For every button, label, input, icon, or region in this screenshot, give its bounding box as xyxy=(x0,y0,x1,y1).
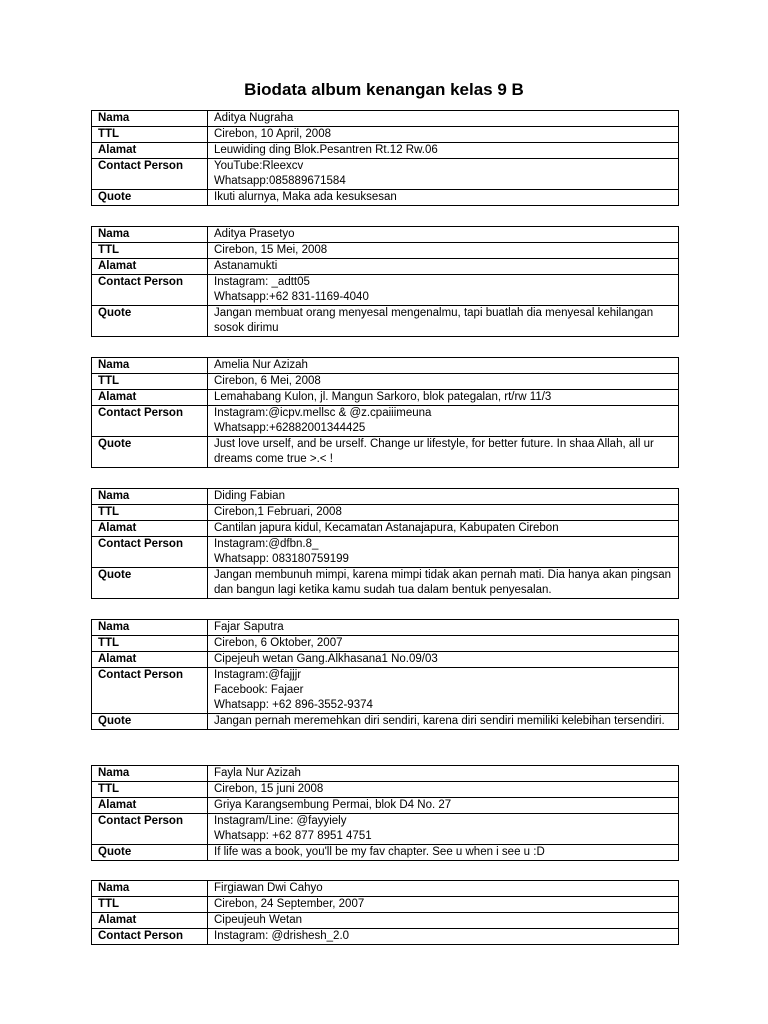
address-text: Cipeujeuh Wetan xyxy=(214,914,303,926)
address-row xyxy=(92,143,679,159)
quote-value xyxy=(208,306,679,337)
contact-value xyxy=(208,929,679,945)
birth-text: Cirebon, 15 Mei, 2008 xyxy=(214,244,328,256)
quote-label: Quote xyxy=(92,568,208,599)
biodata-table xyxy=(91,488,679,599)
address-row xyxy=(92,913,679,929)
quote-value xyxy=(208,437,679,468)
name-value xyxy=(208,227,679,243)
birth-label: TTL xyxy=(92,243,208,259)
name-label: Nama xyxy=(92,489,208,505)
quote-label: Quote xyxy=(92,845,208,861)
birth-value xyxy=(208,782,679,798)
address-label: Alamat xyxy=(92,913,208,929)
contact-label: Contact Person xyxy=(92,668,208,714)
quote-text: Just love urself, and be urself. Change ur lifestyle, for better future. In shaa Allah, all ur dreams come true >.< ! xyxy=(214,438,654,465)
contact-line: Whatsapp: +62 877 8951 4751 xyxy=(214,830,372,842)
address-text: Lemahabang Kulon, jl. Mangun Sarkoro, blok pategalan, rt/rw 11/3 xyxy=(214,391,552,403)
birth-text: Cirebon, 15 juni 2008 xyxy=(214,783,324,795)
name-row xyxy=(92,881,679,897)
birth-label: TTL xyxy=(92,636,208,652)
birth-row xyxy=(92,505,679,521)
address-text: Leuwiding ding Blok.Pesantren Rt.12 Rw.06 xyxy=(214,144,438,156)
quote-text: Ikuti alurnya, Maka ada kesuksesan xyxy=(214,191,397,203)
birth-text: Cirebon, 6 Mei, 2008 xyxy=(214,375,321,387)
quote-text: Jangan membuat orang menyesal mengenalmu, tapi buatlah dia menyesal kehilangan sosok dirimu xyxy=(214,307,654,334)
birth-text: Cirebon, 6 Oktober, 2007 xyxy=(214,637,343,649)
birth-row xyxy=(92,374,679,390)
name-value xyxy=(208,881,679,897)
contact-line: Instagram: @drishesh_2.0 xyxy=(214,930,350,942)
birth-value xyxy=(208,897,679,913)
name-text: Amelia Nur Azizah xyxy=(214,359,308,371)
address-label: Alamat xyxy=(92,143,208,159)
quote-row xyxy=(92,845,679,861)
birth-row xyxy=(92,243,679,259)
address-row xyxy=(92,652,679,668)
address-value xyxy=(208,390,679,406)
contact-label: Contact Person xyxy=(92,929,208,945)
address-value xyxy=(208,798,679,814)
name-value xyxy=(208,111,679,127)
address-text: Cipejeuh wetan Gang.Alkhasana1 No.09/03 xyxy=(214,653,438,665)
name-row xyxy=(92,227,679,243)
contact-line: Whatsapp: 083180759199 xyxy=(214,553,349,565)
contact-value xyxy=(208,159,679,190)
name-row xyxy=(92,620,679,636)
name-row xyxy=(92,111,679,127)
contact-row xyxy=(92,159,679,190)
contact-value xyxy=(208,406,679,437)
contact-value xyxy=(208,814,679,845)
address-row xyxy=(92,521,679,537)
address-label: Alamat xyxy=(92,521,208,537)
address-row xyxy=(92,390,679,406)
quote-row xyxy=(92,568,679,599)
quote-row xyxy=(92,437,679,468)
address-label: Alamat xyxy=(92,390,208,406)
contact-line: Whatsapp:+62882001344425 xyxy=(214,422,366,434)
quote-value xyxy=(208,190,679,206)
name-value xyxy=(208,489,679,505)
quote-row xyxy=(92,190,679,206)
name-row xyxy=(92,358,679,374)
name-label: Nama xyxy=(92,227,208,243)
birth-value xyxy=(208,243,679,259)
address-label: Alamat xyxy=(92,652,208,668)
biodata-table xyxy=(91,880,679,945)
contact-row xyxy=(92,537,679,568)
address-value xyxy=(208,143,679,159)
name-text: Fajar Saputra xyxy=(214,621,284,633)
birth-row xyxy=(92,127,679,143)
name-text: Firgiawan Dwi Cahyo xyxy=(214,882,323,894)
name-label: Nama xyxy=(92,358,208,374)
contact-line: Instagram:@dfbn.8_ xyxy=(214,538,319,550)
contact-line: Instagram: _adtt05 xyxy=(214,276,310,288)
name-value xyxy=(208,620,679,636)
contact-row xyxy=(92,814,679,845)
birth-label: TTL xyxy=(92,505,208,521)
contact-value xyxy=(208,275,679,306)
birth-value xyxy=(208,505,679,521)
quote-value xyxy=(208,568,679,599)
quote-label: Quote xyxy=(92,714,208,730)
contact-value xyxy=(208,537,679,568)
name-text: Fayla Nur Azizah xyxy=(214,767,301,779)
name-row xyxy=(92,766,679,782)
birth-row xyxy=(92,636,679,652)
quote-row xyxy=(92,714,679,730)
contact-value xyxy=(208,668,679,714)
name-row xyxy=(92,489,679,505)
address-label: Alamat xyxy=(92,259,208,275)
address-text: Astanamukti xyxy=(214,260,278,272)
contact-row xyxy=(92,406,679,437)
birth-value xyxy=(208,636,679,652)
birth-text: Cirebon, 24 September, 2007 xyxy=(214,898,365,910)
address-text: Griya Karangsembung Permai, blok D4 No. 27 xyxy=(214,799,452,811)
biodata-table xyxy=(91,765,679,861)
contact-line: YouTube:Rleexcv xyxy=(214,160,304,172)
contact-label: Contact Person xyxy=(92,814,208,845)
contact-line: Instagram:@icpv.mellsc & @z.cpaiiimeuna xyxy=(214,407,432,419)
contact-line: Instagram/Line: @fayyiely xyxy=(214,815,347,827)
address-text: Cantilan japura kidul, Kecamatan Astanajapura, Kabupaten Cirebon xyxy=(214,522,559,534)
name-label: Nama xyxy=(92,620,208,636)
birth-text: Cirebon, 10 April, 2008 xyxy=(214,128,331,140)
contact-row xyxy=(92,668,679,714)
biodata-table xyxy=(91,110,679,206)
biodata-table xyxy=(91,226,679,337)
birth-value xyxy=(208,127,679,143)
quote-text: Jangan pernah meremehkan diri sendiri, karena diri sendiri memiliki kelebihan tersendiri. xyxy=(214,715,665,727)
contact-label: Contact Person xyxy=(92,537,208,568)
name-value xyxy=(208,766,679,782)
quote-text: If life was a book, you'll be my fav chapter. See u when i see u :D xyxy=(214,846,545,858)
contact-line: Facebook: Fajaer xyxy=(214,684,304,696)
address-label: Alamat xyxy=(92,798,208,814)
address-row xyxy=(92,798,679,814)
contact-line: Whatsapp:+62 831-1169-4040 xyxy=(214,291,369,303)
birth-row xyxy=(92,897,679,913)
name-text: Diding Fabian xyxy=(214,490,285,502)
address-row xyxy=(92,259,679,275)
quote-label: Quote xyxy=(92,306,208,337)
address-value xyxy=(208,521,679,537)
name-value xyxy=(208,358,679,374)
contact-line: Whatsapp:085889671584 xyxy=(214,175,346,187)
contact-label: Contact Person xyxy=(92,275,208,306)
quote-value xyxy=(208,845,679,861)
name-label: Nama xyxy=(92,881,208,897)
biodata-table xyxy=(91,357,679,468)
birth-row xyxy=(92,782,679,798)
name-label: Nama xyxy=(92,766,208,782)
contact-line: Whatsapp: +62 896-3552-9374 xyxy=(214,699,373,711)
quote-value xyxy=(208,714,679,730)
quote-label: Quote xyxy=(92,437,208,468)
quote-row xyxy=(92,306,679,337)
address-value xyxy=(208,259,679,275)
quote-text: Jangan membunuh mimpi, karena mimpi tidak akan pernah mati. Dia hanya akan pingsan dan bangun lagi ketika kamu sudah tua dalam bentuk penyesalan. xyxy=(214,569,672,596)
biodata-table xyxy=(91,619,679,730)
name-text: Aditya Prasetyo xyxy=(214,228,295,240)
birth-label: TTL xyxy=(92,897,208,913)
address-value xyxy=(208,913,679,929)
page-title: Biodata album kenangan kelas 9 B xyxy=(244,80,524,99)
contact-label: Contact Person xyxy=(92,159,208,190)
birth-text: Cirebon,1 Februari, 2008 xyxy=(214,506,342,518)
name-label: Nama xyxy=(92,111,208,127)
birth-label: TTL xyxy=(92,782,208,798)
address-value xyxy=(208,652,679,668)
contact-label: Contact Person xyxy=(92,406,208,437)
birth-label: TTL xyxy=(92,374,208,390)
birth-label: TTL xyxy=(92,127,208,143)
contact-line: Instagram:@fajjjr xyxy=(214,669,302,681)
contact-row xyxy=(92,275,679,306)
quote-label: Quote xyxy=(92,190,208,206)
birth-value xyxy=(208,374,679,390)
contact-row xyxy=(92,929,679,945)
name-text: Aditya Nugraha xyxy=(214,112,294,124)
